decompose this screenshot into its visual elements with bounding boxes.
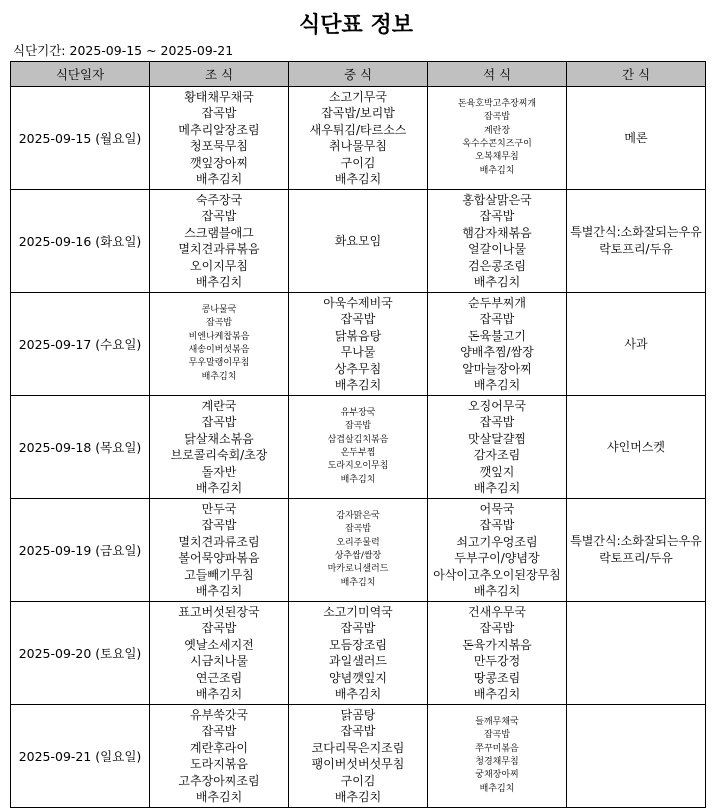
dish-item: 소고기무국 [329, 89, 387, 104]
dish-item: 배추김치 [201, 371, 237, 382]
snack-item: 락토프리/두유 [599, 242, 673, 256]
snack-item: 특별간식:소화잘되는우유 [570, 225, 702, 239]
dish-item: 잡곡밥 [479, 312, 515, 326]
table-row [11, 87, 706, 190]
dish-item: 잡곡밥 [479, 415, 515, 429]
table-row [11, 602, 706, 705]
dish-item: 청경채무침 [475, 757, 519, 767]
dish-item: 잡곡밥 [479, 518, 515, 532]
dish-item: 돌자반 [201, 464, 237, 479]
dish-item: 고추장아찌조림 [178, 773, 260, 788]
dish-item: 잡곡밥 [201, 724, 237, 738]
snack-cell [567, 499, 706, 602]
breakfast-cell [150, 190, 289, 293]
meal-date: 2025-09-17 (수요일) [11, 293, 150, 396]
dish-item: 콩나물국 [201, 305, 237, 316]
dish-item: 청포묵무침 [190, 139, 248, 153]
dish-item: 깻잎장아찌 [190, 155, 248, 170]
dish-item: 잡곡밥 [340, 312, 376, 326]
table-row [11, 705, 706, 808]
dish-item: 무우말랭이무침 [188, 358, 250, 369]
dish-item: 옥수수콘치즈구이 [462, 139, 532, 149]
dish-item: 돈육가지볶음 [462, 637, 532, 652]
dish-item: 배추김치 [473, 275, 521, 289]
dish-item: 배추김치 [340, 474, 376, 485]
dish-item: 고들빼기무침 [184, 567, 254, 582]
breakfast-cell [150, 87, 289, 190]
header-date: 식단일자 [11, 62, 150, 87]
dish-item: 멸치견과류조림 [178, 534, 260, 549]
lunch-cell [289, 293, 428, 396]
dish-item: 닭곰탕 [340, 707, 376, 722]
dish-item: 배추김치 [195, 172, 243, 186]
dish-item: 홍합살맑은국 [462, 192, 532, 207]
table-row [11, 396, 706, 499]
snack-cell [567, 87, 706, 190]
dish-item: 잡곡밥 [201, 415, 237, 429]
dish-item: 배추김치 [334, 790, 382, 804]
breakfast-cell [150, 396, 289, 499]
dish-item: 화요모임 [334, 233, 382, 248]
breakfast-cell [150, 293, 289, 396]
header-breakfast: 조 식 [150, 62, 289, 87]
dish-item: 쭈꾸미볶음 [475, 743, 519, 754]
dish-item: 옛날소세지전 [184, 637, 254, 652]
dish-item: 브로콜리숙회/초장 [170, 448, 268, 462]
dish-item: 맛살달걀찜 [468, 431, 526, 446]
dish-item: 볼어묵양파볶음 [178, 551, 260, 565]
dish-item: 도라지오이무침 [327, 461, 389, 472]
dish-item: 두부구이/양념장 [454, 551, 540, 565]
dish-item: 감자맑은국 [336, 511, 380, 522]
dish-item: 아삭이고추오이된장무침 [433, 567, 561, 582]
dinner-cell [428, 602, 567, 705]
dish-item: 알마늘장아찌 [462, 361, 532, 376]
dish-item: 잡곡밥/보리밥 [321, 106, 395, 120]
dish-item: 삼겹살김치볶음 [327, 434, 389, 445]
snack-cell [567, 705, 706, 808]
dish-item: 코다리묵은지조림 [311, 740, 405, 755]
dish-item: 닭살채소볶음 [184, 431, 254, 446]
dish-item: 새우튀김/타르소스 [309, 122, 407, 137]
dish-item: 배추김치 [479, 165, 515, 176]
snack-cell [567, 293, 706, 396]
dish-item: 배추김치 [473, 481, 521, 495]
table-row [11, 499, 706, 602]
meal-date: 2025-09-19 (금요일) [11, 499, 150, 602]
dish-item: 땅콩조림 [473, 670, 521, 685]
dish-item: 새송이버섯볶음 [188, 345, 250, 355]
meal-date: 2025-09-18 (목요일) [11, 396, 150, 499]
dish-item: 배추김치 [473, 687, 521, 701]
dish-item: 유부장국 [340, 408, 376, 419]
dish-item: 얼갈이나물 [468, 242, 526, 256]
snack-cell [567, 190, 706, 293]
dish-item: 배추김치 [334, 172, 382, 186]
dish-item: 깻잎지 [479, 464, 515, 479]
dish-item: 배추김치 [340, 577, 376, 588]
dish-item: 오복채무침 [475, 152, 519, 163]
dish-item: 검은콩조림 [468, 258, 526, 273]
dish-item: 배추김치 [195, 584, 243, 598]
dish-item: 상추쌈/쌈장 [334, 551, 382, 561]
dish-item: 무나물 [340, 345, 376, 359]
dish-item: 햄감자채볶음 [462, 225, 532, 240]
dish-item: 순두부찌개 [468, 295, 526, 310]
dish-item: 상추무침 [334, 361, 382, 376]
dinner-cell [428, 499, 567, 602]
meal-table-body [11, 87, 706, 808]
dish-item: 잡곡밥 [201, 621, 237, 635]
dish-item: 배추김치 [195, 275, 243, 289]
dish-item: 소고기미역국 [323, 604, 393, 619]
dish-item: 감자조림 [473, 448, 521, 462]
dish-item: 계란국 [201, 398, 237, 413]
dish-item: 배추김치 [334, 378, 382, 392]
snack-item: 메론 [624, 130, 648, 145]
dish-item: 계란후라이 [190, 740, 248, 755]
header-lunch: 중 식 [289, 62, 428, 87]
header-snack: 간 식 [567, 62, 706, 87]
meal-date: 2025-09-20 (토요일) [11, 602, 150, 705]
dish-item: 마카로니샐러드 [327, 564, 389, 575]
dish-item: 돈육호박고추장찌개 [457, 99, 537, 110]
lunch-cell [289, 190, 428, 293]
table-row [11, 190, 706, 293]
snack-item: 사과 [624, 336, 648, 351]
dinner-cell [428, 396, 567, 499]
table-header-row [11, 62, 706, 87]
dish-item: 오징어무국 [468, 398, 526, 413]
dinner-cell [428, 293, 567, 396]
dish-item: 양배추찜/쌈장 [460, 345, 534, 359]
dish-item: 유부쑥갓국 [190, 707, 248, 722]
dish-item: 잡곡밥 [483, 730, 511, 741]
dish-item: 모듬장조림 [329, 637, 387, 652]
dish-item: 쇠고기우엉조림 [456, 534, 538, 549]
dish-item: 과일샐러드 [329, 654, 387, 668]
dish-item: 구이김 [340, 773, 376, 788]
snack-cell [567, 396, 706, 499]
dish-item: 잡곡밥 [201, 209, 237, 223]
dish-item: 도라지볶음 [190, 757, 248, 771]
dish-item: 오이지무침 [190, 258, 248, 273]
page-title: 식단표 정보 [299, 13, 413, 38]
snack-item: 특별간식:소화잘되는우유 [570, 534, 702, 548]
dish-item: 잡곡밥 [479, 209, 515, 223]
dish-item: 배추김치 [473, 378, 521, 392]
dish-item: 시금치나물 [190, 654, 248, 668]
dish-item: 배추김치 [195, 687, 243, 701]
dish-item: 배추김치 [195, 481, 243, 495]
dish-item: 표고버섯된장국 [178, 604, 260, 619]
dish-item: 잡곡밥 [483, 112, 511, 123]
dish-item: 아욱수제비국 [323, 295, 393, 310]
dish-item: 잡곡밥 [340, 724, 376, 738]
lunch-cell [289, 396, 428, 499]
dish-item: 만두강정 [473, 654, 521, 668]
dish-item: 들깨무채국 [475, 717, 519, 728]
breakfast-cell [150, 499, 289, 602]
dish-item: 팽이버섯버섯무침 [311, 757, 405, 771]
dish-item: 닭볶음탕 [334, 328, 382, 343]
snack-cell [567, 602, 706, 705]
breakfast-cell [150, 602, 289, 705]
dish-item: 배추김치 [334, 687, 382, 701]
dish-item: 오리주물럭 [336, 537, 380, 548]
header-dinner: 석 식 [428, 62, 567, 87]
dish-item: 배추김치 [479, 783, 515, 794]
lunch-cell [289, 602, 428, 705]
dish-item: 취나물무침 [329, 139, 387, 153]
dish-item: 건새우무국 [468, 604, 526, 619]
table-row [11, 293, 706, 396]
dish-item: 연근조림 [195, 670, 243, 685]
dish-item: 잡곡밥 [344, 524, 372, 535]
lunch-cell [289, 705, 428, 808]
dish-item: 잡곡밥 [201, 518, 237, 532]
dish-item: 어묵국 [479, 501, 515, 516]
dish-item: 궁채장아찌 [475, 770, 519, 781]
dinner-cell [428, 190, 567, 293]
dish-item: 잡곡밥 [205, 318, 233, 329]
dish-item: 멸치견과류볶음 [178, 242, 260, 256]
dinner-cell [428, 87, 567, 190]
lunch-cell [289, 87, 428, 190]
meal-date: 2025-09-16 (화요일) [11, 190, 150, 293]
dish-item: 구이김 [340, 155, 376, 170]
breakfast-cell [150, 705, 289, 808]
dish-item: 메추리알장조림 [178, 122, 260, 137]
dish-item: 양념깻잎지 [329, 670, 387, 685]
dish-item: 스크램블애그 [184, 225, 254, 240]
lunch-cell [289, 499, 428, 602]
snack-item: 락토프리/두유 [599, 551, 673, 565]
dish-item: 황태채무채국 [184, 89, 254, 104]
meal-date: 2025-09-21 (일요일) [11, 705, 150, 808]
dish-item: 잡곡밥 [344, 421, 372, 432]
dish-item: 온두부찜 [340, 448, 376, 458]
dish-item: 배추김치 [195, 790, 243, 804]
dish-item: 만두국 [201, 501, 237, 516]
dish-item: 배추김치 [473, 584, 521, 598]
meal-date: 2025-09-15 (월요일) [11, 87, 150, 190]
dish-item: 숙주장국 [195, 192, 243, 207]
dish-item: 잡곡밥 [340, 621, 376, 635]
meal-period-label: 식단기간: 2025-09-15 ~ 2025-09-21 [13, 43, 234, 58]
dish-item: 잡곡밥 [201, 106, 237, 120]
dish-item: 잡곡밥 [479, 621, 515, 635]
meal-table [10, 61, 706, 808]
dish-item: 돈육불고기 [468, 328, 526, 343]
dinner-cell [428, 705, 567, 808]
dish-item: 계란장 [483, 125, 511, 136]
dish-item: 비엔나케찹볶음 [188, 331, 250, 342]
snack-item: 샤인머스켓 [607, 439, 665, 454]
